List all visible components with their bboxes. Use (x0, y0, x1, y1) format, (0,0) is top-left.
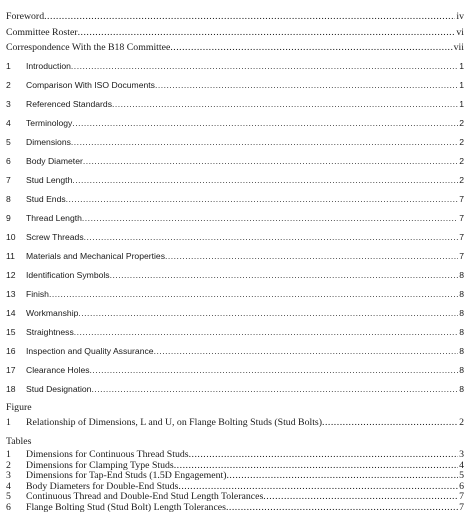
toc-section-title: Stud Designation (26, 384, 92, 394)
toc-section-number: 18 (6, 384, 16, 394)
dot-leader (91, 384, 458, 394)
toc-section-number: 3 (6, 99, 11, 109)
toc-table-title: Continuous Thread and Double-End Stud Length Tolerances (26, 491, 264, 503)
toc-table-page: 4 (459, 459, 464, 471)
toc-section-page: 2 (459, 156, 464, 166)
toc-section-number: 5 (6, 137, 11, 147)
dot-leader (83, 156, 458, 166)
toc-section-title: Stud Length (26, 175, 73, 185)
toc-section-page: 2 (459, 137, 464, 147)
toc-section-title: Screw Threads (26, 232, 84, 242)
dot-leader (66, 194, 459, 204)
toc-section-18[interactable] (6, 384, 464, 394)
dot-leader (49, 289, 458, 299)
toc-table-5[interactable] (6, 491, 464, 502)
toc-section-number: 7 (6, 175, 11, 185)
toc-figure-title: Relationship of Dimensions, L and U, on Flange Bolting Studs (Stud Bolts) (26, 417, 322, 428)
toc-section-page: 2 (459, 118, 464, 128)
dot-leader (170, 42, 452, 53)
dot-leader (189, 449, 459, 460)
dot-leader (71, 137, 458, 147)
dot-leader (78, 27, 456, 38)
toc-section-page: 8 (459, 289, 464, 299)
toc-section-7[interactable] (6, 175, 464, 185)
toc-table-2[interactable] (6, 460, 464, 471)
toc-section-page: 1 (459, 61, 464, 71)
toc-section-2[interactable] (6, 80, 464, 90)
toc-table-number: 3 (6, 470, 11, 482)
dot-leader (155, 80, 458, 90)
toc-section-4[interactable] (6, 118, 464, 128)
toc-section-page: 8 (459, 346, 464, 356)
toc-table-title: Flange Bolting Stud (Stud Bolt) Length Tolerances (26, 502, 226, 513)
toc-table-number: 6 (6, 502, 11, 513)
dot-leader (165, 251, 458, 261)
toc-section-number: 15 (6, 327, 16, 337)
toc-section-number: 17 (6, 365, 16, 375)
tables-heading: Tables (6, 436, 32, 447)
toc-table-page: 5 (459, 470, 464, 482)
toc-section-number: 6 (6, 156, 11, 166)
toc-section-5[interactable] (6, 137, 464, 147)
toc-section-page: 7 (459, 251, 464, 261)
toc-section-page: 8 (459, 384, 464, 394)
toc-section-number: 11 (6, 251, 15, 261)
toc-entry-title: Committee Roster (6, 27, 78, 38)
toc-section-title: Body Diameter (26, 156, 83, 166)
toc-table-number: 2 (6, 459, 11, 471)
toc-section-number: 10 (6, 232, 16, 242)
dot-leader (72, 118, 458, 128)
dot-leader (226, 470, 458, 481)
dot-leader (71, 61, 458, 71)
dot-leader (178, 481, 458, 492)
toc-section-page: 1 (459, 99, 464, 109)
toc-section-title: Thread Length (26, 213, 82, 223)
toc-section-11[interactable] (6, 251, 464, 261)
toc-section-title: Materials and Mechanical Properties (26, 251, 165, 261)
toc-section-title: Identification Symbols (26, 270, 110, 280)
dot-leader (74, 327, 458, 337)
toc-section-9[interactable] (6, 213, 464, 223)
toc-entry-page: vii (453, 42, 464, 53)
dot-leader (44, 11, 455, 22)
dot-leader (322, 417, 458, 428)
dot-leader (226, 502, 458, 513)
toc-section-number: 14 (6, 308, 16, 318)
dot-leader (110, 270, 459, 280)
toc-table-6[interactable] (6, 502, 464, 513)
toc-section-page: 7 (459, 194, 464, 204)
toc-table-4[interactable] (6, 481, 464, 492)
toc-table-page: 7 (459, 491, 464, 503)
toc-table-title: Dimensions for Tap-End Studs (1.5D Engagement) (26, 470, 227, 482)
toc-section-title: Terminology (26, 118, 73, 128)
toc-section-page: 8 (459, 365, 464, 375)
toc-entry-foreword[interactable] (6, 11, 464, 22)
toc-section-number: 1 (6, 61, 11, 71)
toc-section-number: 16 (6, 346, 16, 356)
toc-table-number: 5 (6, 491, 11, 503)
toc-section-page: 7 (459, 213, 464, 223)
toc-table-3[interactable] (6, 470, 464, 481)
dot-leader (84, 232, 459, 242)
toc-table-page: 7 (459, 502, 464, 513)
toc-section-number: 12 (6, 270, 16, 280)
toc-section-number: 4 (6, 118, 11, 128)
toc-section-title: Finish (26, 289, 49, 299)
dot-leader (154, 346, 459, 356)
toc-section-title: Stud Ends (26, 194, 66, 204)
dot-leader (263, 491, 458, 502)
toc-section-title: Workmanship (26, 308, 79, 318)
toc-figure-number: 1 (6, 417, 11, 428)
toc-entry-title: Correspondence With the B18 Committee (6, 42, 171, 53)
toc-section-1[interactable] (6, 61, 464, 71)
toc-section-title: Dimensions (26, 137, 71, 147)
dot-leader (78, 308, 458, 318)
toc-section-10[interactable] (6, 232, 464, 242)
toc-section-6[interactable] (6, 156, 464, 166)
dot-leader (174, 460, 458, 471)
toc-section-13[interactable] (6, 289, 464, 299)
toc-table-page: 6 (459, 480, 464, 492)
toc-section-title: Inspection and Quality Assurance (26, 346, 154, 356)
toc-figure-page: 2 (459, 417, 464, 428)
toc-table-page: 3 (459, 449, 464, 460)
toc-section-title: Straightness (26, 327, 74, 337)
toc-entry-committee-roster[interactable] (6, 27, 464, 38)
toc-section-17[interactable] (6, 365, 464, 375)
toc-entry-page: vi (456, 27, 464, 38)
toc-section-number: 13 (6, 289, 16, 299)
toc-section-number: 2 (6, 80, 11, 90)
toc-section-title: Referenced Standards (26, 99, 112, 109)
toc-section-number: 8 (6, 194, 11, 204)
toc-table-title: Dimensions for Continuous Thread Studs (26, 449, 189, 460)
toc-section-page: 1 (459, 80, 464, 90)
toc-section-page: 7 (459, 232, 464, 242)
toc-section-title: Comparison With ISO Documents (26, 80, 155, 90)
toc-section-page: 2 (459, 175, 464, 185)
toc-table-title: Dimensions for Clamping Type Studs (26, 459, 174, 471)
toc-section-title: Introduction (26, 61, 71, 71)
toc-entry-page: iv (456, 11, 464, 22)
toc-figure-1[interactable] (6, 417, 464, 428)
toc-section-8[interactable] (6, 194, 464, 204)
toc-section-3[interactable] (6, 99, 464, 109)
toc-section-15[interactable] (6, 327, 464, 337)
dot-leader (72, 175, 458, 185)
figures-heading: Figure (6, 402, 32, 413)
dot-leader (90, 365, 459, 375)
toc-section-page: 8 (459, 327, 464, 337)
toc-table-number: 1 (6, 449, 11, 460)
dot-leader (112, 99, 458, 109)
toc-table-title: Body Diameters for Double-End Studs (26, 480, 179, 492)
toc-entry-title: Foreword (6, 11, 45, 22)
toc-section-title: Clearance Holes (26, 365, 90, 375)
toc-table-number: 4 (6, 480, 11, 492)
toc-section-14[interactable] (6, 308, 464, 318)
dot-leader (82, 213, 458, 223)
toc-section-12[interactable] (6, 270, 464, 280)
toc-entry-correspondence[interactable] (6, 42, 464, 53)
toc-section-number: 9 (6, 213, 11, 223)
toc-table-1[interactable] (6, 449, 464, 460)
toc-section-16[interactable] (6, 346, 464, 356)
toc-section-page: 8 (459, 270, 464, 280)
toc-section-page: 8 (459, 308, 464, 318)
